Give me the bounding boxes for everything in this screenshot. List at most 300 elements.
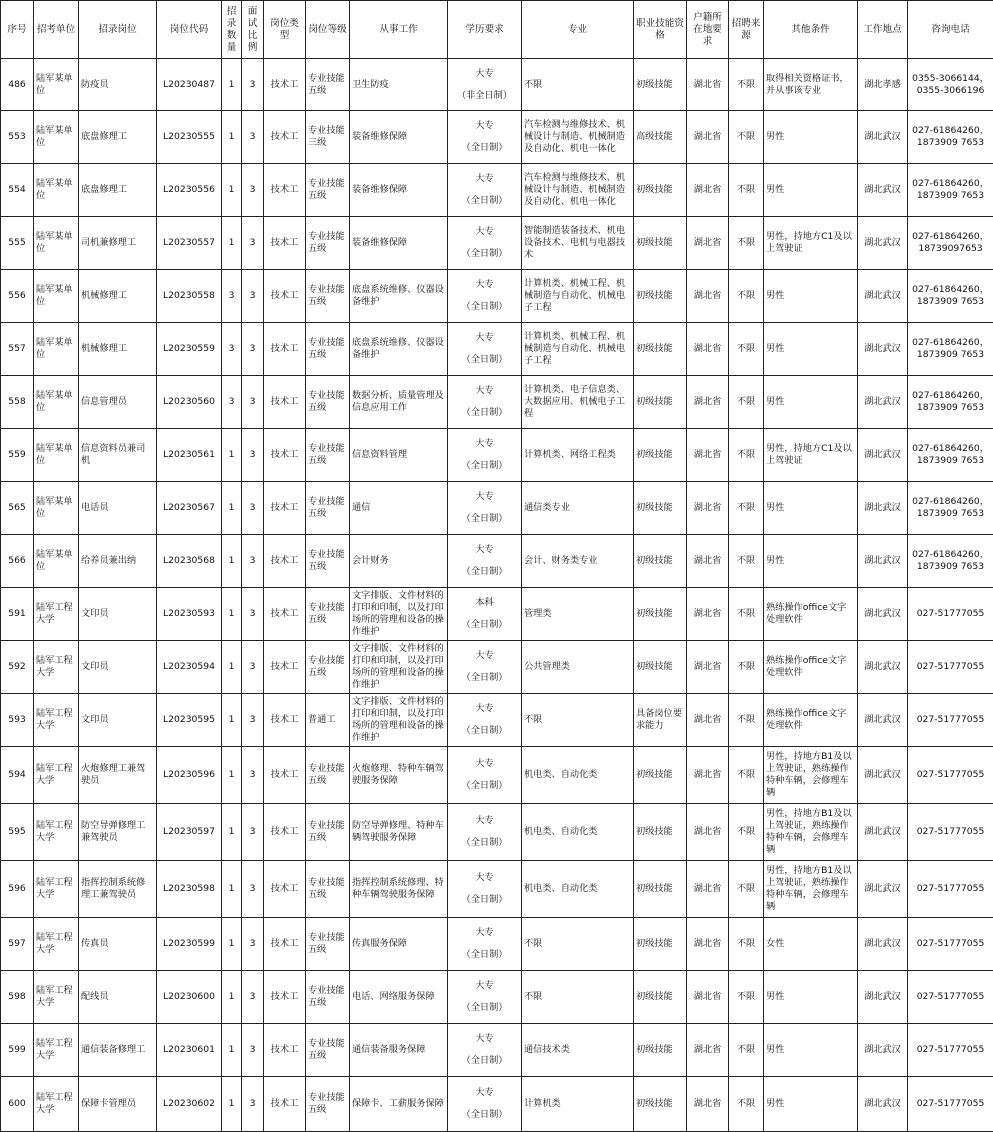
education-cell — [448, 971, 522, 1024]
other-conditions-cell: 男性，持地方C1及以上驾驶证 — [764, 217, 858, 270]
source-cell: 不限 — [729, 971, 764, 1024]
work-cell: 装备维修保障 — [350, 164, 448, 217]
seq-cell: 486 — [1, 59, 34, 111]
column-header: 专业 — [522, 1, 634, 59]
major-cell: 机电类、自动化类 — [522, 861, 634, 918]
education-level: 大专 — [450, 703, 519, 715]
table-row — [1, 747, 993, 804]
qualification-cell: 初级技能 — [634, 376, 687, 429]
code-cell: L20230600 — [157, 971, 222, 1024]
ratio-cell: 3 — [242, 918, 264, 971]
location-cell: 湖北武汉 — [858, 376, 908, 429]
table-row — [1, 111, 993, 164]
qualification-cell: 初级技能 — [634, 804, 687, 861]
num-cell: 1 — [222, 535, 242, 588]
education-mode: （全日制） — [450, 672, 519, 684]
type-cell: 技术工 — [264, 59, 306, 111]
post-cell: 给养员兼出纳 — [79, 535, 157, 588]
phone-cell: 027-51777055 — [908, 861, 993, 918]
qualification-cell: 初级技能 — [634, 217, 687, 270]
ratio-cell: 3 — [242, 861, 264, 918]
type-cell: 技术工 — [264, 588, 306, 641]
work-cell: 传真服务保障 — [350, 918, 448, 971]
type-cell: 技术工 — [264, 535, 306, 588]
education-mode: （全日制） — [450, 354, 519, 366]
type-cell: 技术工 — [264, 323, 306, 376]
num-cell: 1 — [222, 971, 242, 1024]
qualification-cell: 初级技能 — [634, 747, 687, 804]
education-cell — [448, 588, 522, 641]
education-mode: （全日制） — [450, 566, 519, 578]
post-cell: 配线员 — [79, 971, 157, 1024]
household-cell: 湖北省 — [687, 694, 729, 747]
post-cell: 机械修理工 — [79, 270, 157, 323]
education-cell — [448, 429, 522, 482]
type-cell: 技术工 — [264, 429, 306, 482]
source-cell: 不限 — [729, 1077, 764, 1132]
household-cell: 湖北省 — [687, 59, 729, 111]
post-cell: 司机兼修理工 — [79, 217, 157, 270]
phone-cell: 027-51777055 — [908, 804, 993, 861]
phone-cell: 027-61864260，1873909 7653 — [908, 164, 993, 217]
ratio-cell: 3 — [242, 164, 264, 217]
location-cell: 湖北武汉 — [858, 694, 908, 747]
ratio-cell: 3 — [242, 588, 264, 641]
education-cell — [448, 1077, 522, 1132]
phone-cell: 027-61864260，1873909 7653 — [908, 376, 993, 429]
other-conditions-cell: 女性 — [764, 918, 858, 971]
post-cell: 底盘修理工 — [79, 164, 157, 217]
code-cell: L20230560 — [157, 376, 222, 429]
type-cell: 技术工 — [264, 1024, 306, 1077]
location-cell: 湖北武汉 — [858, 641, 908, 694]
education-level: 大专 — [450, 815, 519, 827]
header-row — [1, 1, 993, 59]
qualification-cell: 初级技能 — [634, 918, 687, 971]
num-cell: 1 — [222, 641, 242, 694]
household-cell: 湖北省 — [687, 535, 729, 588]
phone-cell: 027-61864260，1873909 7653 — [908, 482, 993, 535]
source-cell: 不限 — [729, 164, 764, 217]
education-mode: （全日制） — [450, 407, 519, 419]
seq-cell: 599 — [1, 1024, 34, 1077]
level-cell: 专业技能五级 — [306, 588, 350, 641]
other-conditions-cell: 男性，持地方B1及以上驾驶证，熟练操作特种车辆，会修理车辆 — [764, 747, 858, 804]
phone-cell: 027-51777055 — [908, 971, 993, 1024]
education-cell — [448, 59, 522, 111]
education-level: 大专 — [450, 226, 519, 238]
column-header: 职业技能资格 — [634, 1, 687, 59]
household-cell: 湖北省 — [687, 1024, 729, 1077]
code-cell: L20230598 — [157, 861, 222, 918]
unit-cell: 陆军某单位 — [34, 323, 79, 376]
table-row — [1, 804, 993, 861]
num-cell: 1 — [222, 59, 242, 111]
work-cell: 数据分析、质量管理及信息应用工作 — [350, 376, 448, 429]
post-cell: 指挥控制系统修理工兼驾驶员 — [79, 861, 157, 918]
other-conditions-cell: 男性 — [764, 1077, 858, 1132]
qualification-cell: 初级技能 — [634, 59, 687, 111]
level-cell: 专业技能五级 — [306, 59, 350, 111]
other-conditions-cell: 男性 — [764, 376, 858, 429]
seq-cell: 557 — [1, 323, 34, 376]
education-cell — [448, 1024, 522, 1077]
education-mode: （全日制） — [450, 1002, 519, 1014]
ratio-cell: 3 — [242, 1077, 264, 1132]
table-row — [1, 918, 993, 971]
location-cell: 湖北孝感 — [858, 59, 908, 111]
table-row — [1, 971, 993, 1024]
type-cell: 技术工 — [264, 747, 306, 804]
ratio-cell: 3 — [242, 804, 264, 861]
phone-cell: 027-51777055 — [908, 747, 993, 804]
household-cell: 湖北省 — [687, 111, 729, 164]
education-level: 大专 — [450, 68, 519, 80]
education-cell — [448, 482, 522, 535]
education-mode: （全日制） — [450, 949, 519, 961]
household-cell: 湖北省 — [687, 918, 729, 971]
post-cell: 电话员 — [79, 482, 157, 535]
type-cell: 技术工 — [264, 804, 306, 861]
phone-cell: 027-61864260，1873909 7653 — [908, 429, 993, 482]
source-cell: 不限 — [729, 535, 764, 588]
seq-cell: 558 — [1, 376, 34, 429]
source-cell: 不限 — [729, 217, 764, 270]
post-cell: 信息资料员兼司机 — [79, 429, 157, 482]
num-cell: 1 — [222, 861, 242, 918]
major-cell: 汽车检测与维修技术、机械设计与制造、机械制造及自动化、机电一体化 — [522, 164, 634, 217]
education-mode: （全日制） — [450, 894, 519, 906]
education-cell — [448, 164, 522, 217]
code-cell: L20230487 — [157, 59, 222, 111]
location-cell: 湖北武汉 — [858, 747, 908, 804]
seq-cell: 565 — [1, 482, 34, 535]
post-cell: 机械修理工 — [79, 323, 157, 376]
column-header: 招聘来源 — [729, 1, 764, 59]
post-cell: 文印员 — [79, 641, 157, 694]
household-cell: 湖北省 — [687, 588, 729, 641]
type-cell: 技术工 — [264, 918, 306, 971]
table-row — [1, 217, 993, 270]
major-cell: 机电类、自动化类 — [522, 747, 634, 804]
education-level: 大专 — [450, 544, 519, 556]
ratio-cell: 3 — [242, 641, 264, 694]
unit-cell: 陆军某单位 — [34, 376, 79, 429]
other-conditions-cell: 熟练操作office文字处理软件 — [764, 588, 858, 641]
code-cell: L20230556 — [157, 164, 222, 217]
education-level: 大专 — [450, 173, 519, 185]
num-cell: 3 — [222, 270, 242, 323]
education-level: 大专 — [450, 650, 519, 662]
seq-cell: 555 — [1, 217, 34, 270]
unit-cell: 陆军工程大学 — [34, 971, 79, 1024]
major-cell: 会计、财务类专业 — [522, 535, 634, 588]
work-cell: 防空导弹修理、特种车辆驾驶服务保障 — [350, 804, 448, 861]
other-conditions-cell: 男性 — [764, 971, 858, 1024]
source-cell: 不限 — [729, 1024, 764, 1077]
post-cell: 文印员 — [79, 694, 157, 747]
column-header: 招录岗位 — [79, 1, 157, 59]
household-cell: 湖北省 — [687, 971, 729, 1024]
education-cell — [448, 861, 522, 918]
ratio-cell: 3 — [242, 694, 264, 747]
table-row — [1, 164, 993, 217]
major-cell: 计算机类、网络工程类 — [522, 429, 634, 482]
qualification-cell: 初级技能 — [634, 429, 687, 482]
column-header: 岗位等级 — [306, 1, 350, 59]
other-conditions-cell: 取得相关资格证书，并从事该专业 — [764, 59, 858, 111]
table-row — [1, 694, 993, 747]
unit-cell: 陆军工程大学 — [34, 588, 79, 641]
work-cell: 文字排版、文件材料的打印和印制，以及打印场所的管理和设备的操作维护 — [350, 588, 448, 641]
qualification-cell: 初级技能 — [634, 861, 687, 918]
household-cell: 湖北省 — [687, 861, 729, 918]
unit-cell: 陆军工程大学 — [34, 804, 79, 861]
num-cell: 3 — [222, 323, 242, 376]
location-cell: 湖北武汉 — [858, 861, 908, 918]
education-mode: （全日制） — [450, 725, 519, 737]
other-conditions-cell: 男性，持地方B1及以上驾驶证，熟练操作特种车辆，会修理车辆 — [764, 804, 858, 861]
column-header: 岗位类型 — [264, 1, 306, 59]
work-cell: 文字排版、文件材料的打印和印制，以及打印场所的管理和设备的操作维护 — [350, 641, 448, 694]
type-cell: 技术工 — [264, 217, 306, 270]
table-body — [1, 59, 993, 1132]
num-cell: 1 — [222, 429, 242, 482]
other-conditions-cell: 男性 — [764, 323, 858, 376]
ratio-cell: 3 — [242, 747, 264, 804]
ratio-cell: 3 — [242, 376, 264, 429]
work-cell: 装备维修保障 — [350, 217, 448, 270]
unit-cell: 陆军某单位 — [34, 535, 79, 588]
location-cell: 湖北武汉 — [858, 918, 908, 971]
level-cell: 专业技能五级 — [306, 270, 350, 323]
source-cell: 不限 — [729, 918, 764, 971]
table-row — [1, 323, 993, 376]
table-row — [1, 641, 993, 694]
type-cell: 技术工 — [264, 1077, 306, 1132]
source-cell: 不限 — [729, 694, 764, 747]
type-cell: 技术工 — [264, 971, 306, 1024]
num-cell: 1 — [222, 111, 242, 164]
phone-cell: 027-61864260，1873909 7653 — [908, 111, 993, 164]
education-cell — [448, 694, 522, 747]
seq-cell: 556 — [1, 270, 34, 323]
work-cell: 底盘系统维修、仪器设备维护 — [350, 323, 448, 376]
source-cell: 不限 — [729, 747, 764, 804]
table-row — [1, 59, 993, 111]
household-cell: 湖北省 — [687, 482, 729, 535]
major-cell: 不限 — [522, 918, 634, 971]
work-cell: 电话、网络服务保障 — [350, 971, 448, 1024]
other-conditions-cell: 男性 — [764, 1024, 858, 1077]
table-row — [1, 270, 993, 323]
major-cell: 计算机类、电子信息类、大数据应用、机械电子工程 — [522, 376, 634, 429]
level-cell: 专业技能五级 — [306, 861, 350, 918]
level-cell: 专业技能三级 — [306, 111, 350, 164]
level-cell: 专业技能五级 — [306, 1077, 350, 1132]
qualification-cell: 初级技能 — [634, 1077, 687, 1132]
other-conditions-cell: 男性 — [764, 111, 858, 164]
education-level: 本科 — [450, 597, 519, 609]
type-cell: 技术工 — [264, 164, 306, 217]
num-cell: 1 — [222, 217, 242, 270]
seq-cell: 566 — [1, 535, 34, 588]
education-level: 大专 — [450, 279, 519, 291]
unit-cell: 陆军工程大学 — [34, 747, 79, 804]
code-cell: L20230601 — [157, 1024, 222, 1077]
ratio-cell: 3 — [242, 111, 264, 164]
location-cell: 湖北武汉 — [858, 270, 908, 323]
education-cell — [448, 535, 522, 588]
qualification-cell: 初级技能 — [634, 588, 687, 641]
type-cell: 技术工 — [264, 861, 306, 918]
table-row — [1, 376, 993, 429]
post-cell: 防疫员 — [79, 59, 157, 111]
type-cell: 技术工 — [264, 111, 306, 164]
code-cell: L20230555 — [157, 111, 222, 164]
column-header: 学历要求 — [448, 1, 522, 59]
type-cell: 技术工 — [264, 694, 306, 747]
location-cell: 湖北武汉 — [858, 804, 908, 861]
seq-cell: 592 — [1, 641, 34, 694]
source-cell: 不限 — [729, 804, 764, 861]
table-row — [1, 429, 993, 482]
phone-cell: 027-51777055 — [908, 918, 993, 971]
education-level: 大专 — [450, 1087, 519, 1099]
level-cell: 专业技能五级 — [306, 918, 350, 971]
education-mode: （全日制） — [450, 142, 519, 154]
num-cell: 1 — [222, 747, 242, 804]
post-cell: 底盘修理工 — [79, 111, 157, 164]
major-cell: 不限 — [522, 971, 634, 1024]
level-cell: 专业技能五级 — [306, 217, 350, 270]
source-cell: 不限 — [729, 641, 764, 694]
seq-cell: 595 — [1, 804, 34, 861]
major-cell: 不限 — [522, 59, 634, 111]
other-conditions-cell: 熟练操作office文字处理软件 — [764, 641, 858, 694]
household-cell: 湖北省 — [687, 323, 729, 376]
education-level: 大专 — [450, 120, 519, 132]
work-cell: 底盘系统维修、仪器设备维护 — [350, 270, 448, 323]
work-cell: 通信 — [350, 482, 448, 535]
qualification-cell: 初级技能 — [634, 535, 687, 588]
qualification-cell: 初级技能 — [634, 270, 687, 323]
household-cell: 湖北省 — [687, 429, 729, 482]
code-cell: L20230568 — [157, 535, 222, 588]
num-cell: 1 — [222, 804, 242, 861]
major-cell: 计算机类、机械工程、机械制造与自动化、机械电子工程 — [522, 270, 634, 323]
major-cell: 计算机类 — [522, 1077, 634, 1132]
other-conditions-cell: 男性 — [764, 535, 858, 588]
post-cell: 保障卡管理员 — [79, 1077, 157, 1132]
column-header: 招录数量 — [222, 1, 242, 59]
code-cell: L20230567 — [157, 482, 222, 535]
education-cell — [448, 270, 522, 323]
level-cell: 专业技能五级 — [306, 535, 350, 588]
education-cell — [448, 918, 522, 971]
phone-cell: 027-51777055 — [908, 641, 993, 694]
source-cell: 不限 — [729, 323, 764, 376]
code-cell: L20230596 — [157, 747, 222, 804]
major-cell: 不限 — [522, 694, 634, 747]
household-cell: 湖北省 — [687, 747, 729, 804]
major-cell: 通信技术类 — [522, 1024, 634, 1077]
table-row — [1, 535, 993, 588]
column-header: 序号 — [1, 1, 34, 59]
table-row — [1, 588, 993, 641]
other-conditions-cell: 男性 — [764, 482, 858, 535]
other-conditions-cell: 男性 — [764, 270, 858, 323]
education-level: 大专 — [450, 872, 519, 884]
code-cell: L20230557 — [157, 217, 222, 270]
education-cell — [448, 804, 522, 861]
education-cell — [448, 111, 522, 164]
type-cell: 技术工 — [264, 270, 306, 323]
phone-cell: 027-61864260，1873909 7653 — [908, 323, 993, 376]
education-level: 大专 — [450, 332, 519, 344]
work-cell: 会计财务 — [350, 535, 448, 588]
phone-cell: 027-51777055 — [908, 1077, 993, 1132]
major-cell: 机电类、自动化类 — [522, 804, 634, 861]
major-cell: 汽车检测与维修技术、机械设计与制造、机械制造及自动化、机电一体化 — [522, 111, 634, 164]
unit-cell: 陆军某单位 — [34, 111, 79, 164]
level-cell: 专业技能五级 — [306, 1024, 350, 1077]
work-cell: 保障卡、工薪服务保障 — [350, 1077, 448, 1132]
qualification-cell: 初级技能 — [634, 1024, 687, 1077]
location-cell: 湖北武汉 — [858, 1077, 908, 1132]
num-cell: 1 — [222, 164, 242, 217]
level-cell: 专业技能五级 — [306, 164, 350, 217]
seq-cell: 598 — [1, 971, 34, 1024]
level-cell: 专业技能五级 — [306, 376, 350, 429]
education-mode: （全日制） — [450, 1109, 519, 1121]
seq-cell: 593 — [1, 694, 34, 747]
ratio-cell: 3 — [242, 323, 264, 376]
column-header: 面试比例 — [242, 1, 264, 59]
seq-cell: 596 — [1, 861, 34, 918]
code-cell: L20230559 — [157, 323, 222, 376]
qualification-cell: 初级技能 — [634, 482, 687, 535]
household-cell: 湖北省 — [687, 641, 729, 694]
location-cell: 湖北武汉 — [858, 217, 908, 270]
work-cell: 文字排版、文件材料的打印和印制，以及打印场所的管理和设备的操作维护 — [350, 694, 448, 747]
household-cell: 湖北省 — [687, 217, 729, 270]
column-header: 岗位代码 — [157, 1, 222, 59]
table-row — [1, 482, 993, 535]
num-cell: 3 — [222, 376, 242, 429]
education-cell — [448, 323, 522, 376]
qualification-cell: 初级技能 — [634, 641, 687, 694]
education-mode: （全日制） — [450, 513, 519, 525]
work-cell: 通信装备服务保障 — [350, 1024, 448, 1077]
location-cell: 湖北武汉 — [858, 535, 908, 588]
phone-cell: 027-61864260，18739097653 — [908, 217, 993, 270]
table-row — [1, 1024, 993, 1077]
code-cell: L20230602 — [157, 1077, 222, 1132]
major-cell: 计算机类、机械工程、机械制造与自动化、机械电子工程 — [522, 323, 634, 376]
qualification-cell: 具备岗位要求能力 — [634, 694, 687, 747]
seq-cell: 597 — [1, 918, 34, 971]
unit-cell: 陆军工程大学 — [34, 694, 79, 747]
major-cell: 公共管理类 — [522, 641, 634, 694]
source-cell: 不限 — [729, 111, 764, 164]
education-mode: （全日制） — [450, 301, 519, 313]
unit-cell: 陆军工程大学 — [34, 1024, 79, 1077]
education-level: 大专 — [450, 438, 519, 450]
code-cell: L20230599 — [157, 918, 222, 971]
type-cell: 技术工 — [264, 482, 306, 535]
education-cell — [448, 641, 522, 694]
